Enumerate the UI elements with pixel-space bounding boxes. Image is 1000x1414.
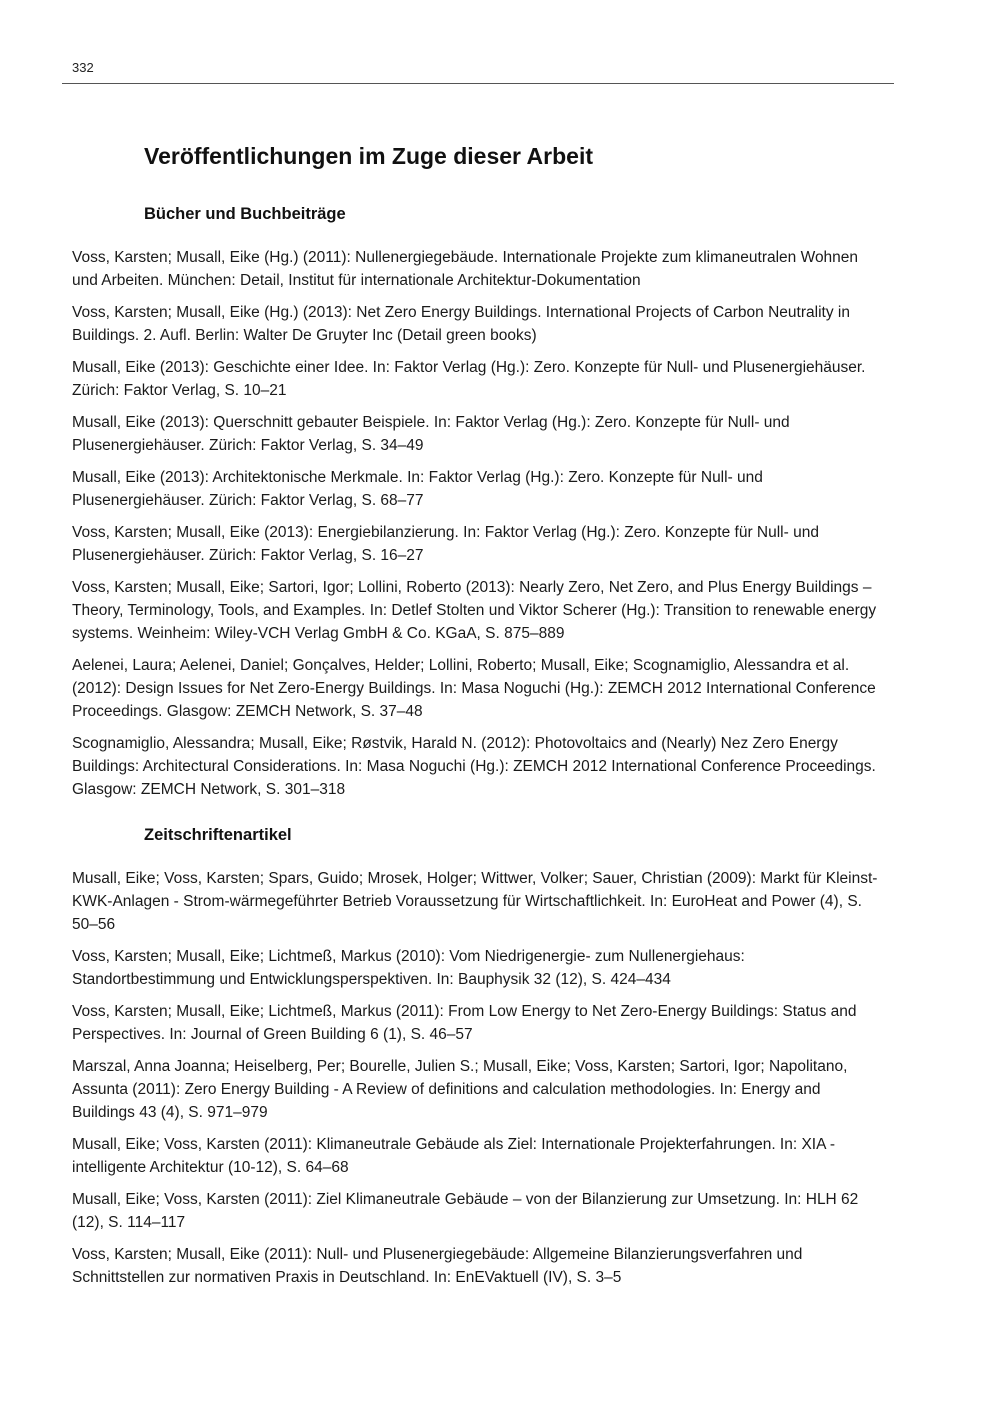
article-entry: Musall, Eike; Voss, Karsten (2011): Ziel Klimaneutrale Gebäude – von der Bilanzierung zur Umsetzung. In: HLH 62 (12), S. 114–117 [72,1191,859,1231]
article-entry: Voss, Karsten; Musall, Eike (2011): Null- und Plusenergiegebäude: Allgemeine Bilanzierungsverfahren und Schnittstellen zur normativen Praxis in Deutschland. In: EnEVaktuell (IV), S. 3–5 [72,1246,803,1286]
page-number: 332 [72,60,94,75]
book-entry: Voss, Karsten; Musall, Eike (Hg.) (2011): Nullenergiegebäude. Internationale Projekte zum klimaneutralen Wohnen und Arbeiten. München: Detail, Institut für internationale Architektur-Dokumentation [72,249,859,289]
book-entry: Scognamiglio, Alessandra; Musall, Eike; Røstvik, Harald N. (2012): Photovoltaics and (Nearly) Nez Zero Energy Buildings: Architectural Considerations. In: Masa Noguchi (Hg.): ZEMCH 2012 International Conference Proceedings. Glasgow: ZEMCH Network, S. 301–318 [72,735,876,798]
book-entry: Musall, Eike (2013): Geschichte einer Idee. In: Faktor Verlag (Hg.): Zero. Konzepte für Null- und Plusenergiehäuser. Zürich: Faktor Verlag, S. 10–21 [72,359,866,399]
book-entry: Aelenei, Laura; Aelenei, Daniel; Gonçalves, Helder; Lollini, Roberto; Musall, Eike; Scognamiglio, Alessandra et al. (2012): Design Issues for Net Zero-Energy Buildings. In: Masa Noguchi (Hg.): ZEMCH 2012 International Conference Proceedings. Glasgow: ZEMCH Network, S. 37–48 [72,657,876,720]
book-entry: Voss, Karsten; Musall, Eike; Sartori, Igor; Lollini, Roberto (2013): Nearly Zero, Net Zero, and Plus Energy Buildings – Theory, Terminology, Tools, and Examples. In: Detlef Stolten und Viktor Scherer (Hg.): Transition to renewable energy systems. Weinheim: Wiley-VCH Verlag GmbH & Co. KGaA, S. 875–889 [72,579,877,642]
article-entry: Marszal, Anna Joanna; Heiselberg, Per; Bourelle, Julien S.; Musall, Eike; Voss, Karsten; Sartori, Igor; Napolitano, Assunta (2011): Zero Energy Building - A Review of definitions and calculation methodologies. In: Energy and Buildings 43 (4), S. 971–979 [72,1058,848,1121]
article-entry: Musall, Eike; Voss, Karsten; Spars, Guido; Mrosek, Holger; Wittwer, Volker; Sauer, Christian (2009): Markt für Kleinst-KWK-Anlagen - Strom-wärmegeführter Betrieb Voraussetzung für Wirtschaftlichkeit. In: EuroHeat and Power (4), S. 50–56 [72,870,878,933]
page-content [72,138,884,1298]
article-entry: Voss, Karsten; Musall, Eike; Lichtmeß, Markus (2010): Vom Niedrigenergie- zum Nullenergiehaus: Standortbestimmung und Entwicklungsperspektiven. In: Bauphysik 32 (12), S. 424–434 [72,948,745,988]
book-entry: Voss, Karsten; Musall, Eike (Hg.) (2013): Net Zero Energy Buildings. International Projects of Carbon Neutrality in Buildings. 2. Aufl. Berlin: Walter De Gruyter Inc (Detail green books) [72,304,850,344]
page-title: Veröffentlichungen im Zuge dieser Arbeit [144,143,593,169]
section-heading-articles: Zeitschriftenartikel [144,826,292,844]
section-heading-books: Bücher und Buchbeiträge [144,205,346,223]
books-list [72,246,884,801]
header-rule [62,83,894,84]
book-entry: Voss, Karsten; Musall, Eike (2013): Energiebilanzierung. In: Faktor Verlag (Hg.): Zero. Konzepte für Null- und Plusenergiehäuser. Zürich: Faktor Verlag, S. 16–27 [72,524,819,564]
book-entry: Musall, Eike (2013): Querschnitt gebauter Beispiele. In: Faktor Verlag (Hg.): Zero. Konzepte für Null- und Plusenergiehäuser. Zürich: Faktor Verlag, S. 34–49 [72,414,790,454]
article-entry: Voss, Karsten; Musall, Eike; Lichtmeß, Markus (2011): From Low Energy to Net Zero-Energy Buildings: Status and Perspectives. In: Journal of Green Building 6 (1), S. 46–57 [72,1003,857,1043]
article-entry: Musall, Eike; Voss, Karsten (2011): Klimaneutrale Gebäude als Ziel: Internationale Projekterfahrungen. In: XIA - intelligente Architektur (10-12), S. 64–68 [72,1136,836,1176]
articles-list [72,867,884,1289]
book-entry: Musall, Eike (2013): Architektonische Merkmale. In: Faktor Verlag (Hg.): Zero. Konzepte für Null- und Plusenergiehäuser. Zürich: Faktor Verlag, S. 68–77 [72,469,763,509]
